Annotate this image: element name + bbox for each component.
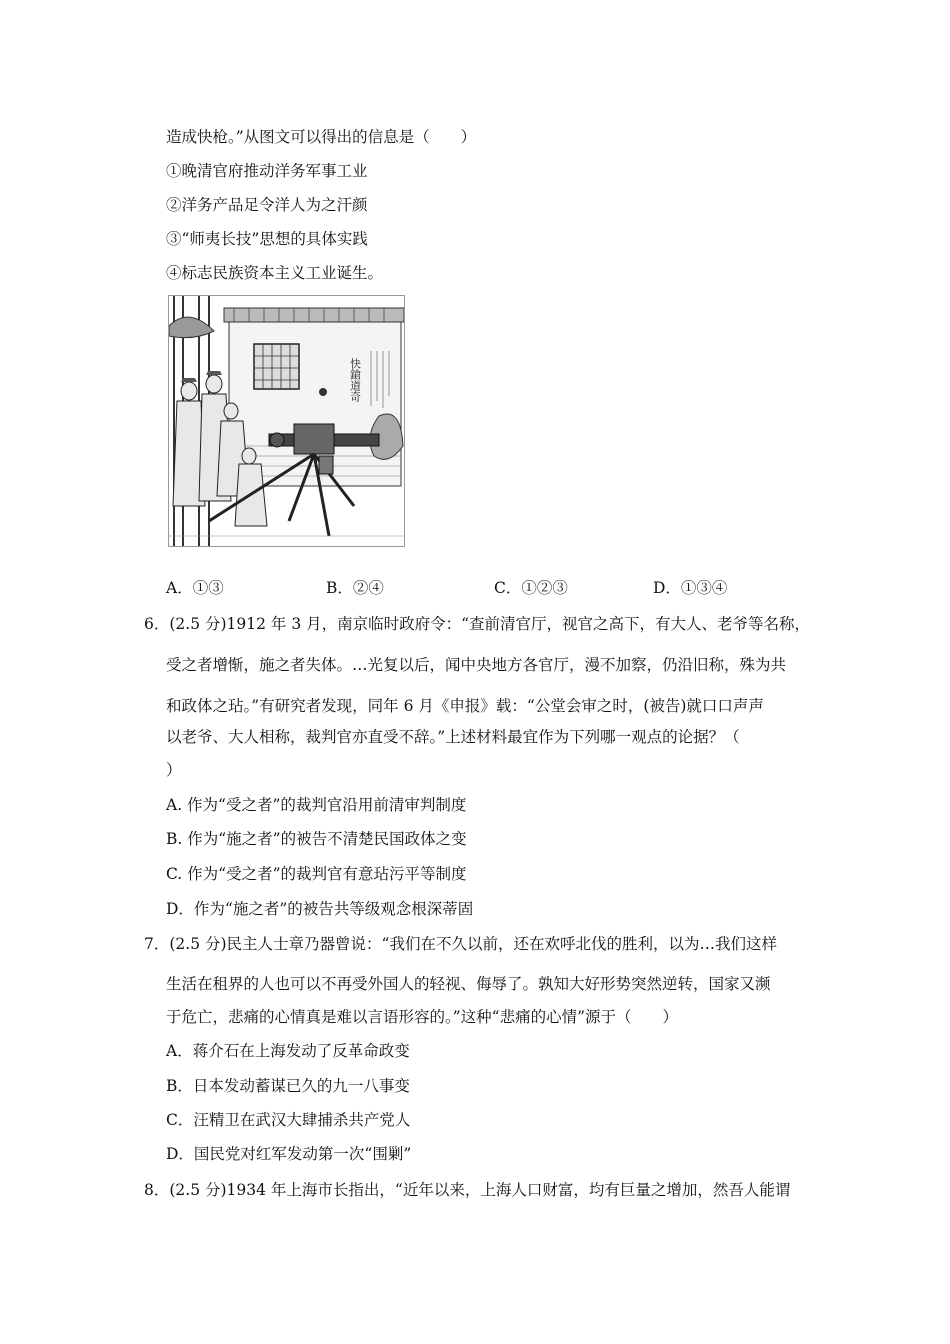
- q6-line-5: ）: [166, 761, 182, 779]
- q7-line-2: 生活在租界的人也可以不再受外国人的轻视、侮辱了。孰知大好形势突然逆转，国家又濒: [166, 975, 771, 993]
- q5-item-4: ④标志民族资本主义工业诞生。: [166, 264, 384, 282]
- q7-option-c[interactable]: C．汪精卫在武汉大肆捕杀共产党人: [166, 1111, 411, 1129]
- q5-option-b[interactable]: B．②④: [326, 579, 384, 597]
- q5-option-a[interactable]: A．①③: [166, 579, 224, 597]
- q7-option-a[interactable]: A．蒋介石在上海发动了反革命政变: [166, 1042, 410, 1060]
- q7-line-1: 7．(2.5 分)民主人士章乃器曾说：“我们在不久以前，还在欢呼北伐的胜利，以为…我们这样: [144, 935, 777, 953]
- q5-option-d[interactable]: D．①③④: [653, 579, 728, 597]
- q5-item-2: ②洋务产品足令洋人为之汗颜: [166, 196, 368, 214]
- q7-line-3: 于危亡，悲痛的心情真是难以言语形容的。”这种“悲痛的心情”源于（ ）: [166, 1008, 679, 1026]
- q5-illustration: [168, 295, 405, 547]
- q5-stem-tail: 造成快枪。”从图文可以得出的信息是（ ）: [166, 128, 477, 146]
- q7-option-d[interactable]: D．国民党对红军发动第一次“围剿”: [166, 1145, 412, 1163]
- q6-option-a[interactable]: A. 作为“受之者”的裁判官沿用前清审判制度: [166, 796, 467, 814]
- q8-line-1: 8．(2.5 分)1934 年上海市长指出，“近年以来，上海人口财富，均有巨量之增加，然吾人能谓: [144, 1181, 791, 1199]
- svg-text:快鎗道奇: 快鎗道奇: [348, 358, 362, 402]
- q6-line-1: 6．(2.5 分)1912 年 3 月，南京临时政府令：“查前清官厅，视官之高下，有大人、老爷等名称，: [144, 615, 811, 633]
- q6-line-4: 以老爷、大人相称，裁判官亦直受不辞。”上述材料最宜作为下列哪一观点的论据？（: [166, 728, 740, 746]
- q6-line-3: 和政体之玷。”有研究者发现，同年 6 月《申报》载：“公堂会审之时，(被告)就口口声声: [166, 697, 764, 715]
- q6-option-c[interactable]: C. 作为“受之者”的裁判官有意玷污平等制度: [166, 865, 467, 883]
- q5-item-3: ③“师夷长技”思想的具体实践: [166, 230, 368, 248]
- q6-option-b[interactable]: B. 作为“施之者”的被告不清楚民国政体之变: [166, 830, 467, 848]
- q5-option-c[interactable]: C．①②③: [494, 579, 568, 597]
- q7-option-b[interactable]: B．日本发动蓄谋已久的九一八事变: [166, 1077, 410, 1095]
- q6-line-2: 受之者增惭，施之者失体。…光复以后，闻中央地方各官厅，漫不加察，仍沿旧称，殊为共: [166, 656, 787, 674]
- q5-item-1: ①晚清官府推动洋务军事工业: [166, 162, 368, 180]
- q6-option-d[interactable]: D．作为“施之者”的被告共等级观念根深蒂固: [166, 900, 474, 918]
